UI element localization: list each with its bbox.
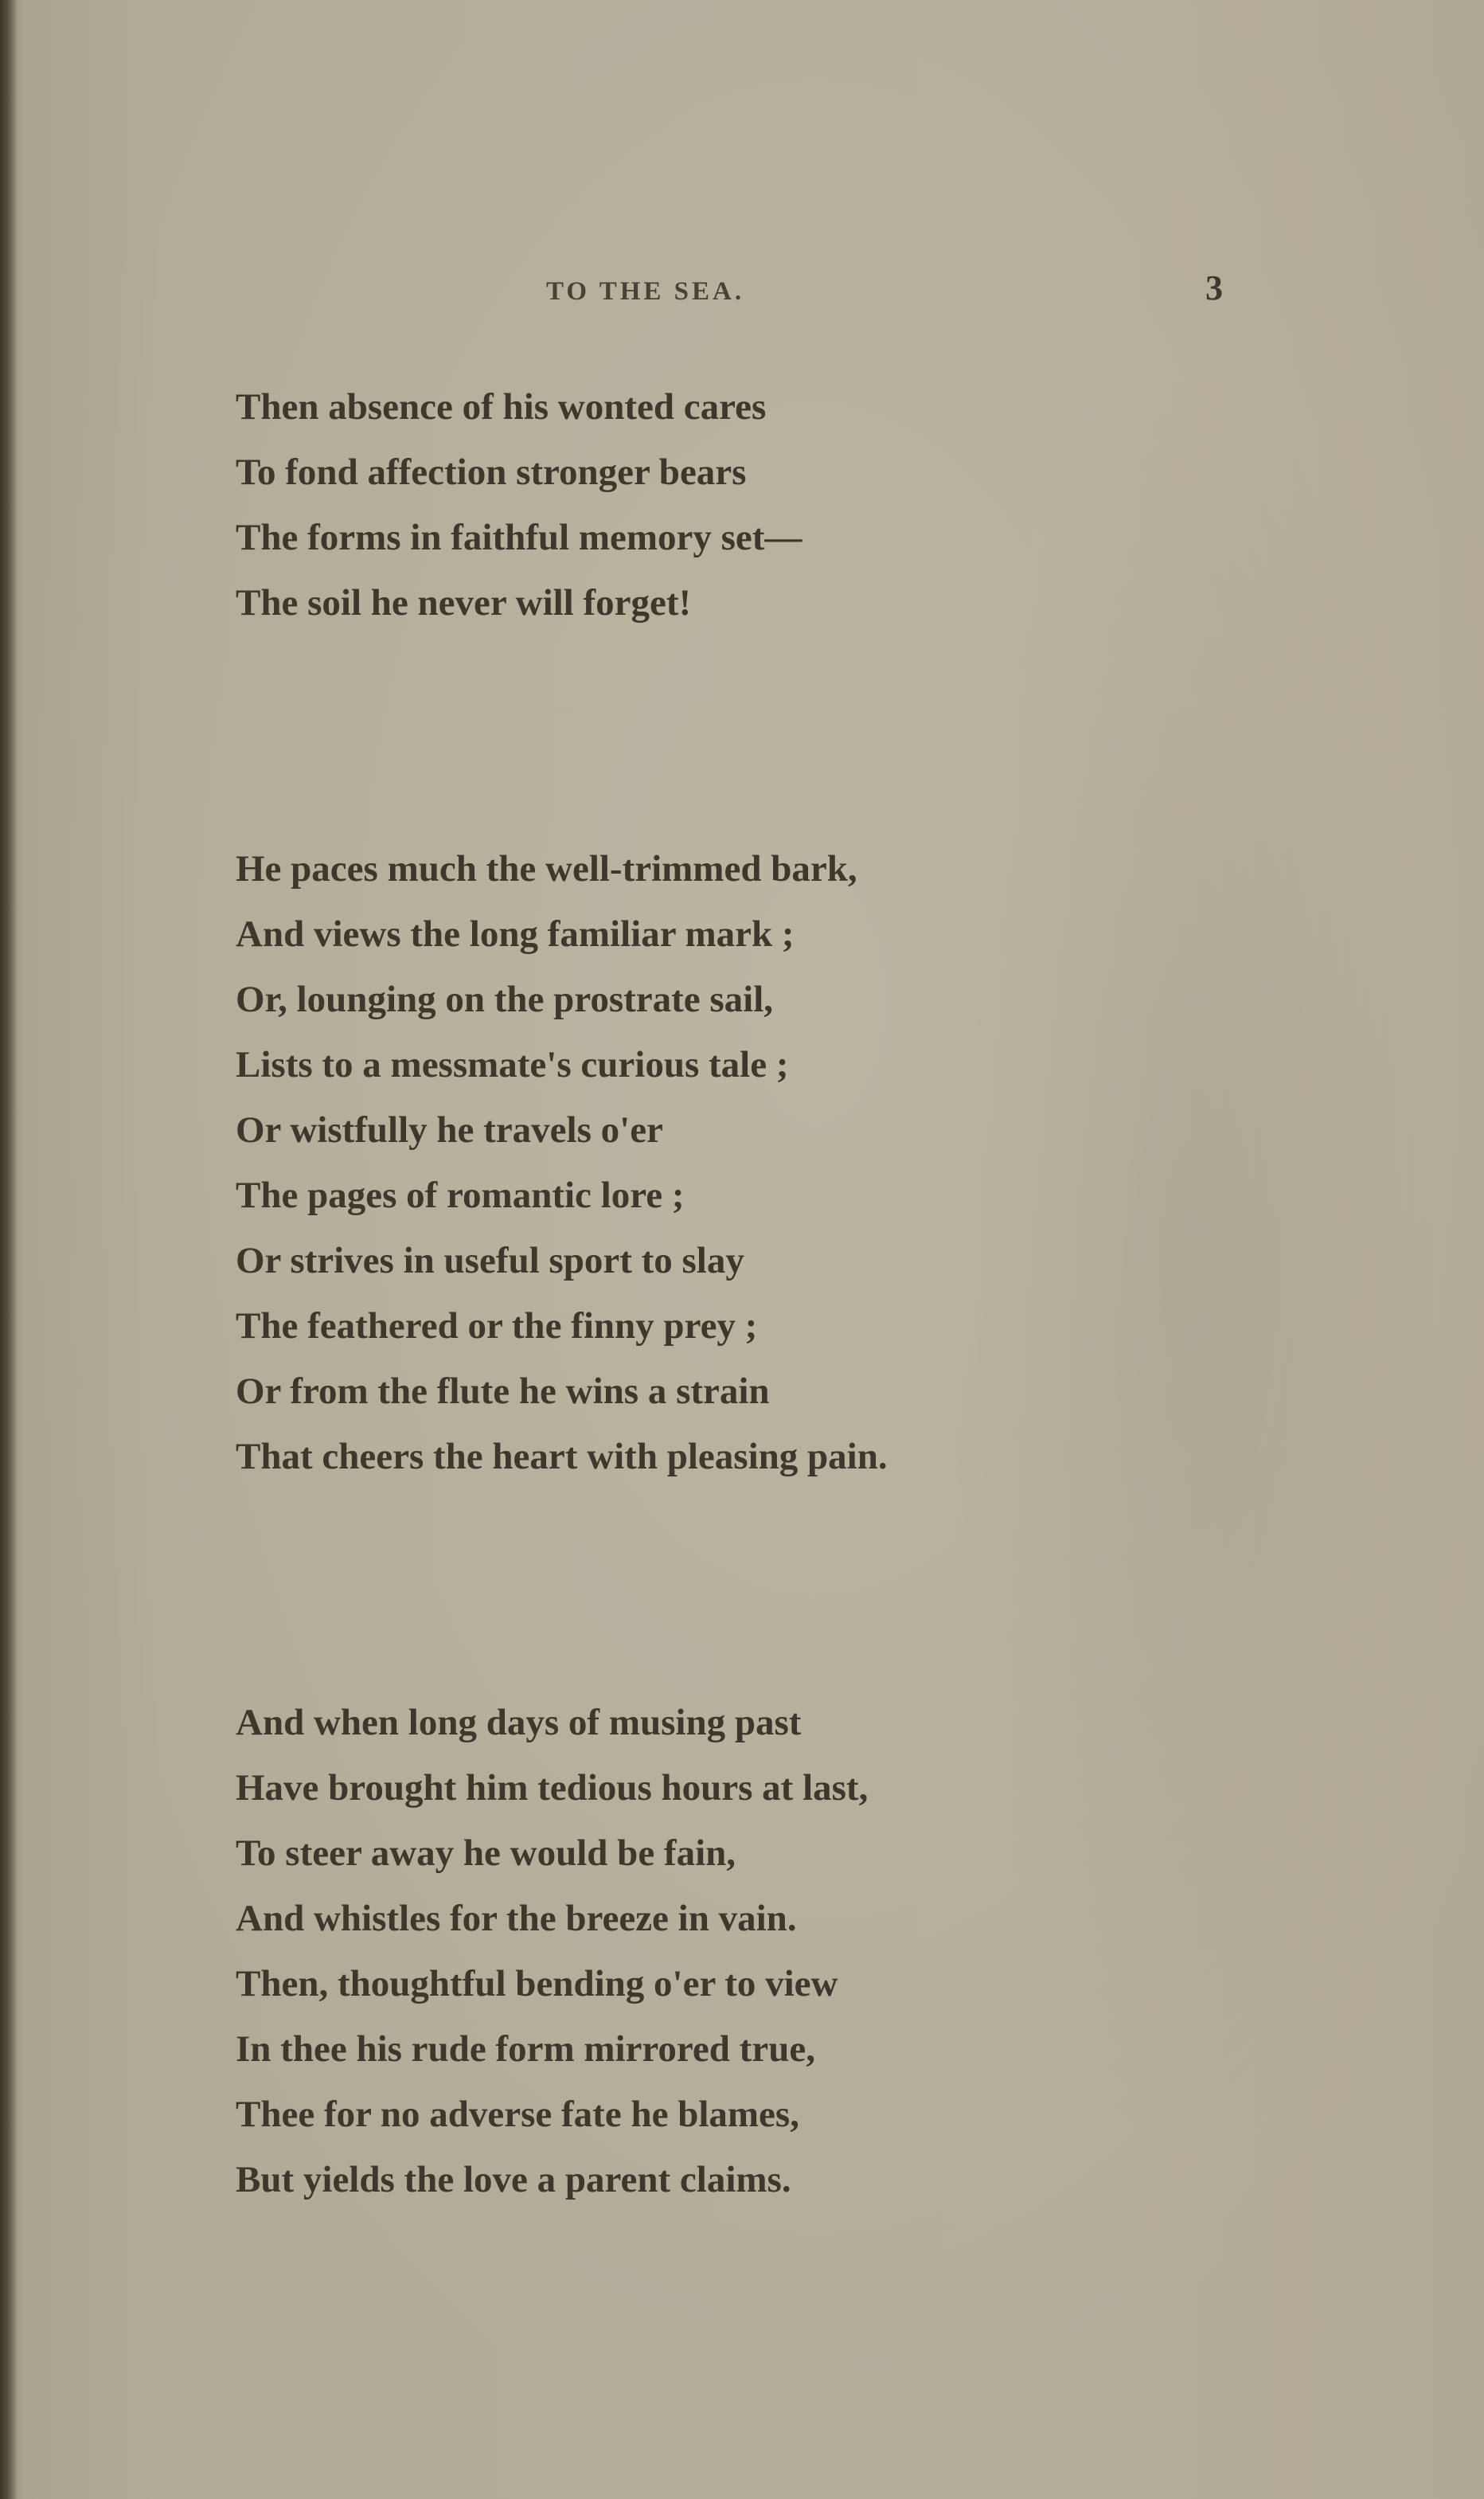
verse-line: Or, lounging on the prostrate sail, [236,979,774,1020]
verse-line: Then, thoughtful bending o'er to view [236,1963,838,2004]
verse-line: The forms in faithful memory set— [236,517,803,558]
verse-line: And when long days of musing past [236,1702,802,1743]
verse-line: But yields the love a parent claims. [236,2159,791,2200]
verse-line: In thee his rude form mirrored true, [236,2028,815,2070]
verse-line: Or from the flute he wins a strain [236,1371,770,1412]
verse-line: Then absence of his wonted cares [236,386,767,428]
verse-line: Or wistfully he travels o'er [236,1109,663,1151]
verse-line: Have brought him tedious hours at last, [236,1767,869,1809]
verse-line: Or strives in useful sport to slay [236,1240,744,1281]
verse-line: Thee for no adverse fate he blames, [236,2094,799,2135]
page-number: 3 [1205,268,1223,307]
verse-line: That cheers the heart with pleasing pain. [236,1436,888,1477]
verse-line: He paces much the well-trimmed bark, [236,848,857,890]
verse-line: The soil he never will forget! [236,582,692,624]
verse-line: And views the long familiar mark ; [236,913,795,955]
stanza-3 [236,1690,868,2212]
show-through-shadow [939,350,1449,2182]
running-head: TO THE SEA. [546,277,745,306]
verse-line: The feathered or the finny prey ; [236,1305,758,1347]
verse-line: And whistles for the breeze in vain. [236,1898,797,1939]
verse-line: The pages of romantic lore ; [236,1175,685,1216]
book-spine-shadow [0,0,18,2499]
stanza-1 [236,374,802,636]
stanza-2 [236,836,888,1489]
verse-line: Lists to a messmate's curious tale ; [236,1044,789,1085]
verse-line: To steer away he would be fain, [236,1832,736,1874]
verse-line: To fond affection stronger bears [236,452,747,493]
